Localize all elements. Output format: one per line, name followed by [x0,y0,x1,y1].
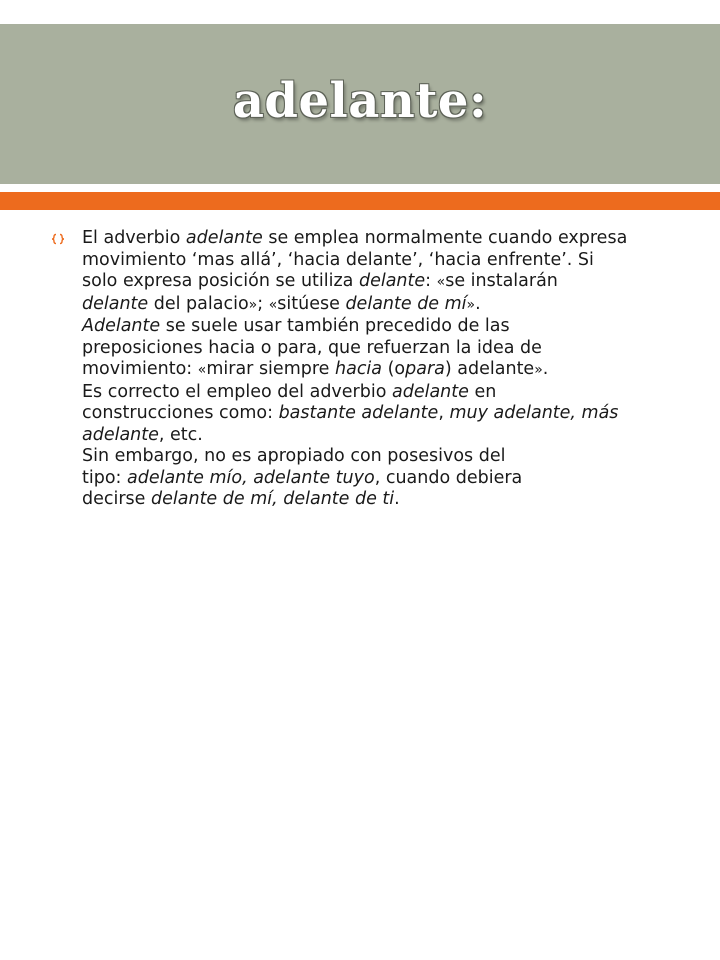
text-run: se emplea normalmente cuando expresa [262,228,628,248]
italic-run: bastante adelante [278,403,439,423]
italic-run: para [405,359,445,379]
text-run: . [475,293,481,314]
text-run: , [438,403,450,423]
text-run: ; [257,293,269,314]
body-line-13 [82,489,682,511]
curly-bracket-bullet-icon [50,230,66,242]
text-run: tipo: [82,467,127,488]
text-run: mirar siempre [206,359,335,379]
italic-run: delante [82,293,149,314]
body-line-1 [82,228,682,250]
quote-mark: » [534,362,543,378]
text-run: Es correcto el empleo del adverbio [82,381,392,402]
text-run: . [394,489,400,509]
text-run: se suele usar también precedido de las [160,316,510,336]
text-run: ) adelante [444,359,535,379]
body-line-2 [82,250,682,272]
body-line-5 [82,316,682,338]
body-line-6 [82,338,682,360]
text-run: , cuando debiera [374,467,523,488]
text-run: solo expresa posición se utiliza [82,271,359,291]
text-run: en [468,381,497,402]
body-line-9 [82,403,682,425]
text-run: Sin embargo, no es apropiado con posesivos del [82,446,506,466]
italic-run: adelante [185,228,263,248]
italic-run: delante de mí, delante de ti [151,489,395,509]
quote-mark: « [268,296,278,313]
text-run: (o [382,359,406,379]
body-line-4 [82,294,682,317]
quote-mark: « [197,362,207,378]
italic-run: adelante mío, adelante tuyo [127,467,375,488]
text-run: El adverbio [82,228,186,248]
text-run: movimiento ‘mas allá’, ‘hacia delante’, ‘hacia enfrente’. Si [82,249,594,270]
italic-run: delante de mí [345,293,467,314]
italic-run: Adelante [82,316,161,336]
slide-title: adelante: [232,73,488,129]
text-run: . [542,359,549,379]
body-line-12 [82,468,682,490]
body-line-8 [82,382,682,404]
text-run: del palacio [148,293,249,314]
body-paragraph [82,228,682,511]
italic-run: muy adelante, más [449,403,619,423]
text-run: sitúese [277,293,346,314]
quote-mark: « [436,274,446,290]
accent-bar [0,192,720,210]
text-run: movimiento: [82,359,198,379]
italic-run: adelante [391,381,469,402]
text-run: construcciones como: [82,403,279,423]
quote-mark: » [248,296,258,313]
quote-mark: » [466,296,476,313]
body-line-7 [82,359,682,382]
italic-run: adelante [82,424,159,445]
text-run: , etc. [158,424,203,445]
divider-rule [0,185,720,191]
italic-run: delante [358,271,426,291]
text-run: se instalarán [445,271,558,291]
text-run: preposiciones hacia o para, que refuerzan la idea de [82,337,542,358]
italic-run: hacia [335,359,383,379]
text-run: : [425,271,437,291]
body-line-3 [82,271,682,294]
body-line-10 [82,425,682,447]
body-line-11 [82,446,682,468]
text-run: decirse [82,489,152,509]
